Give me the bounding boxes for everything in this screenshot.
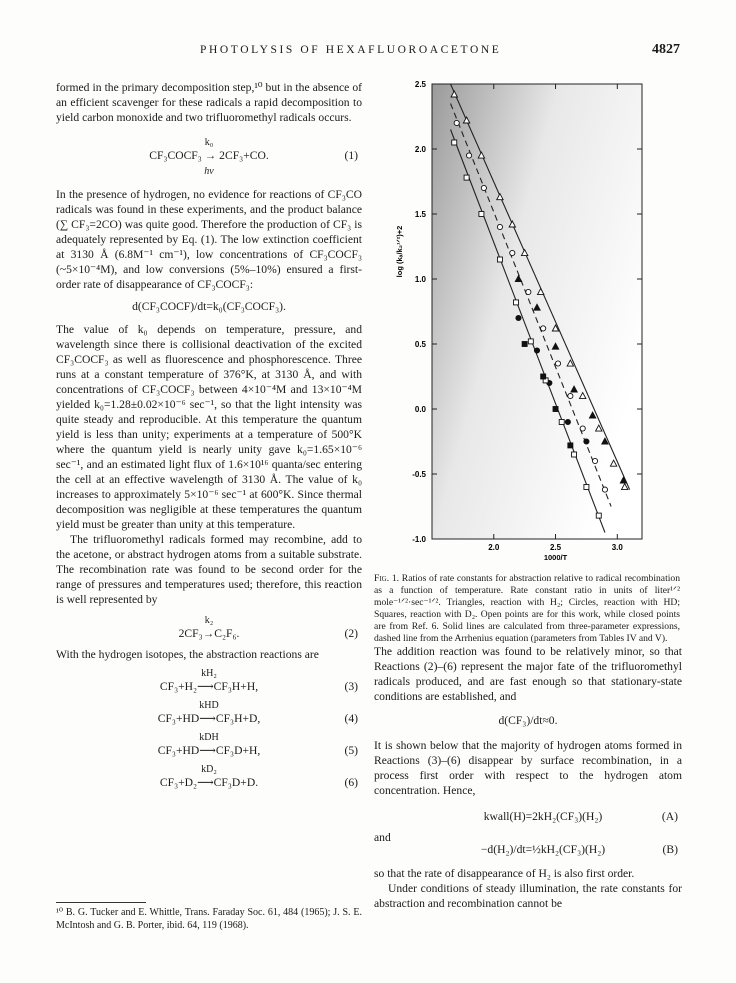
open-square-point [452, 140, 457, 145]
closed-circle-point [516, 315, 521, 320]
x-axis-label: 1000/T [543, 553, 568, 562]
equation-1 [56, 135, 362, 181]
equation-body: d(CF₃)/dt≈0. [498, 714, 558, 727]
running-title: PHOTOLYSIS OF HEXAFLUOROACETONE [200, 44, 502, 56]
open-square-point [479, 212, 484, 217]
closed-square-point [541, 374, 546, 379]
equation-3 [56, 666, 362, 698]
right-column [374, 644, 682, 911]
equation-body: CF₃+D₂⟶CF₃D+D. [159, 776, 259, 789]
equation-rate-constant: kH₂ [201, 668, 217, 679]
equation-body: CF₃+HD⟶CF₃D+H, [157, 744, 261, 757]
open-circle-point [602, 487, 607, 492]
paragraph: The value of k₀ depends on temperature, pressure, and wavelength since there is collisional deactivation of the excited CF₃COCF₃ as well as fluorescence and phosphorescence. Three runs at a constant temperature of 376°K, at 3130 Å, and with concentrations of CF₃COCF₃ between 4×10⁻⁴M and 13×10⁻⁴M yielded k₀=1.28±0.02×10⁻⁶ sec⁻¹, so that the light intensity was quite steady and reproducible. At this temperature the quantum yield is less than unity; experiments at a temperature of 500°K where the quantum yield is nearly unity gave k₀=1.65×10⁻⁶ sec⁻¹, and an estimated light flux of 1.6×10¹⁶ quanta/sec entering the cell at an effective wavelength of 3130 Å. The value of k₀ increases to approximately 5×10⁻⁶ sec⁻¹ at 600°K. Since thermal decomposition was negligible at these temperatures the quantum yield must be greater than unity at this temperature. [56, 323, 362, 531]
closed-circle-point [565, 419, 570, 424]
equation-rate-constant: kDH [199, 732, 219, 743]
equation-B [374, 830, 682, 856]
equation-body: CF₃COCF₃ → 2CF₃+CO. [149, 149, 269, 162]
open-square-point [514, 300, 519, 305]
closed-square-point [568, 443, 573, 448]
page-number: 4827 [652, 42, 680, 57]
y-tick-label: 1.0 [414, 275, 426, 284]
equation-5 [56, 730, 362, 762]
equation-number: (1) [344, 149, 358, 162]
y-tick-label: 1.5 [414, 210, 426, 219]
equation-rate-constant: k₀ [204, 137, 214, 148]
equation-body: CF₃+HD⟶CF₃H+D, [157, 712, 261, 725]
closed-circle-point [584, 439, 589, 444]
caption-label: Fig. 1. [374, 573, 400, 584]
caption-text: Ratios of rate constants for abstraction relative to radical recombination as a function of temperature. Rate constant ratio in units of liter¹ᐟ² mole⁻¹ᐟ²·sec⁻¹ᐟ². Triangles, reaction with H₂; Circles, reaction with HD; Squares, reaction with D₂. Open points are for this work, while closed points are from Ref. 6. Solid lines are calculated from three-parameter expressions, dashed line from the Arrhenius equation (parameters from Tables IV and V). [374, 573, 680, 644]
open-circle-point [526, 289, 531, 294]
y-tick-label: 2.0 [414, 145, 426, 154]
paragraph: Under conditions of steady illumination, the rate constants for abstraction and recombination cannot be [374, 882, 682, 910]
open-square-point [584, 485, 589, 490]
x-tick-label: 2.0 [488, 543, 500, 552]
equation-rate-constant: k₂ [204, 615, 214, 626]
equation-number: (6) [344, 776, 358, 789]
footnote: ¹⁰ B. G. Tucker and E. Whittle, Trans. Faraday Soc. 61, 484 (1965); J. S. E. McIntosh and G. B. Porter, ibid. 64, 119 (1968). [56, 907, 362, 931]
left-column [56, 80, 362, 794]
closed-square-point [553, 407, 558, 412]
and-word: and [374, 831, 391, 844]
y-tick-label: 0.5 [414, 340, 426, 349]
figure-caption [374, 573, 680, 645]
equation-body: d(CF₃COCF)/dt=k₀(CF₃COCF₃). [132, 300, 286, 313]
open-circle-point [466, 153, 471, 158]
equation-6 [56, 762, 362, 794]
figure-1 [374, 78, 682, 568]
x-tick-label: 3.0 [611, 543, 623, 552]
y-tick-label: -0.5 [412, 470, 426, 479]
equation-A [374, 806, 682, 828]
plot-area [432, 84, 642, 539]
equation-number: (2) [344, 627, 358, 640]
running-header [0, 44, 736, 62]
open-square-point [528, 339, 533, 344]
closed-circle-point [534, 348, 539, 353]
equation-number: (B) [662, 843, 678, 856]
paragraph: It is shown below that the majority of hydrogen atoms formed in Reactions (3)–(6) disappear by surface recombination, in a process first order with respect to the hydrogen atom concentration. Hence, [374, 739, 682, 797]
y-tick-label: 0.0 [414, 405, 426, 414]
paragraph: so that the rate of disappearance of H₂ is also first order. [374, 867, 635, 880]
paragraph: The addition reaction was found to be relatively minor, so that Reactions (2)–(6) represent the major fate of the trifluoromethyl radicals produced, and are fast enough so that stationary-state conditions are established, and [374, 645, 682, 703]
equation-body: CF₃+H₂⟶CF₃H+H, [159, 680, 259, 693]
equation-number: (A) [661, 810, 678, 823]
open-circle-point [541, 326, 546, 331]
equation-body: 2CF₃→C₂F₆. [178, 627, 240, 640]
equation-number: (3) [344, 680, 358, 693]
open-square-point [497, 257, 502, 262]
equation-number: (5) [344, 744, 358, 757]
paragraph: With the hydrogen isotopes, the abstraction reactions are [56, 648, 319, 661]
paragraph: In the presence of hydrogen, no evidence for reactions of CF₃CO radicals was found in these experiments, and the product balance (∑ CF₃=2CO) was quite good. Therefore the production of CF₃ is adequately represented by Eq. (1). The low extinction coefficient at 3130 Å (6.8M⁻¹ cm⁻¹), low concentrations of CF₃COCF₃ (~5×10⁻⁴M), and low conversions (5%–10%) ensured a first-order rate of disappearance of CF₃COCF₃: [56, 188, 362, 291]
chart [374, 78, 682, 568]
equation-light: hν [204, 166, 214, 177]
footnote-rule [56, 902, 146, 903]
equation-body: −d(H₂)/dt=½kH₂(CF₃)(H₂) [480, 843, 606, 856]
equation-number: (4) [344, 712, 358, 725]
open-square-point [572, 452, 577, 457]
equation-body: kwall(H)=2kH₂(CF₃)(H₂) [483, 810, 603, 823]
open-circle-point [497, 224, 502, 229]
closed-square-point [522, 342, 527, 347]
stationary-state-equation [374, 710, 682, 732]
open-circle-point [454, 120, 459, 125]
open-square-point [559, 420, 564, 425]
y-tick-label: 2.5 [414, 80, 426, 89]
y-tick-label: -1.0 [412, 535, 426, 544]
open-circle-point [510, 250, 515, 255]
paragraph: formed in the primary decomposition step,¹⁰ but in the absence of an efficient scavenger for these radicals a rapid decomposition to yield carbon monoxide and two trifluoromethyl radicals occurs. [56, 81, 362, 124]
rate-equation [56, 296, 362, 318]
open-circle-point [580, 426, 585, 431]
equation-rate-constant: kHD [199, 700, 219, 711]
y-axis-label: log (kₐ/k₂¹ᐟ²)+2 [395, 225, 404, 278]
equation-4 [56, 698, 362, 730]
paragraph: The trifluoromethyl radicals formed may recombine, add to the acetone, or abstract hydrogen atoms from a suitable substrate. The recombination rate was found to be second order for the range of pressures and temperatures used; therefore, this reaction is well represented by [56, 533, 362, 606]
open-circle-point [555, 361, 560, 366]
open-square-point [464, 175, 469, 180]
x-tick-label: 2.5 [549, 543, 562, 552]
equation-2 [56, 613, 362, 645]
open-square-point [596, 513, 601, 518]
open-circle-point [568, 393, 573, 398]
equation-rate-constant: kD₂ [201, 764, 217, 775]
open-circle-point [592, 458, 597, 463]
open-circle-point [481, 185, 486, 190]
